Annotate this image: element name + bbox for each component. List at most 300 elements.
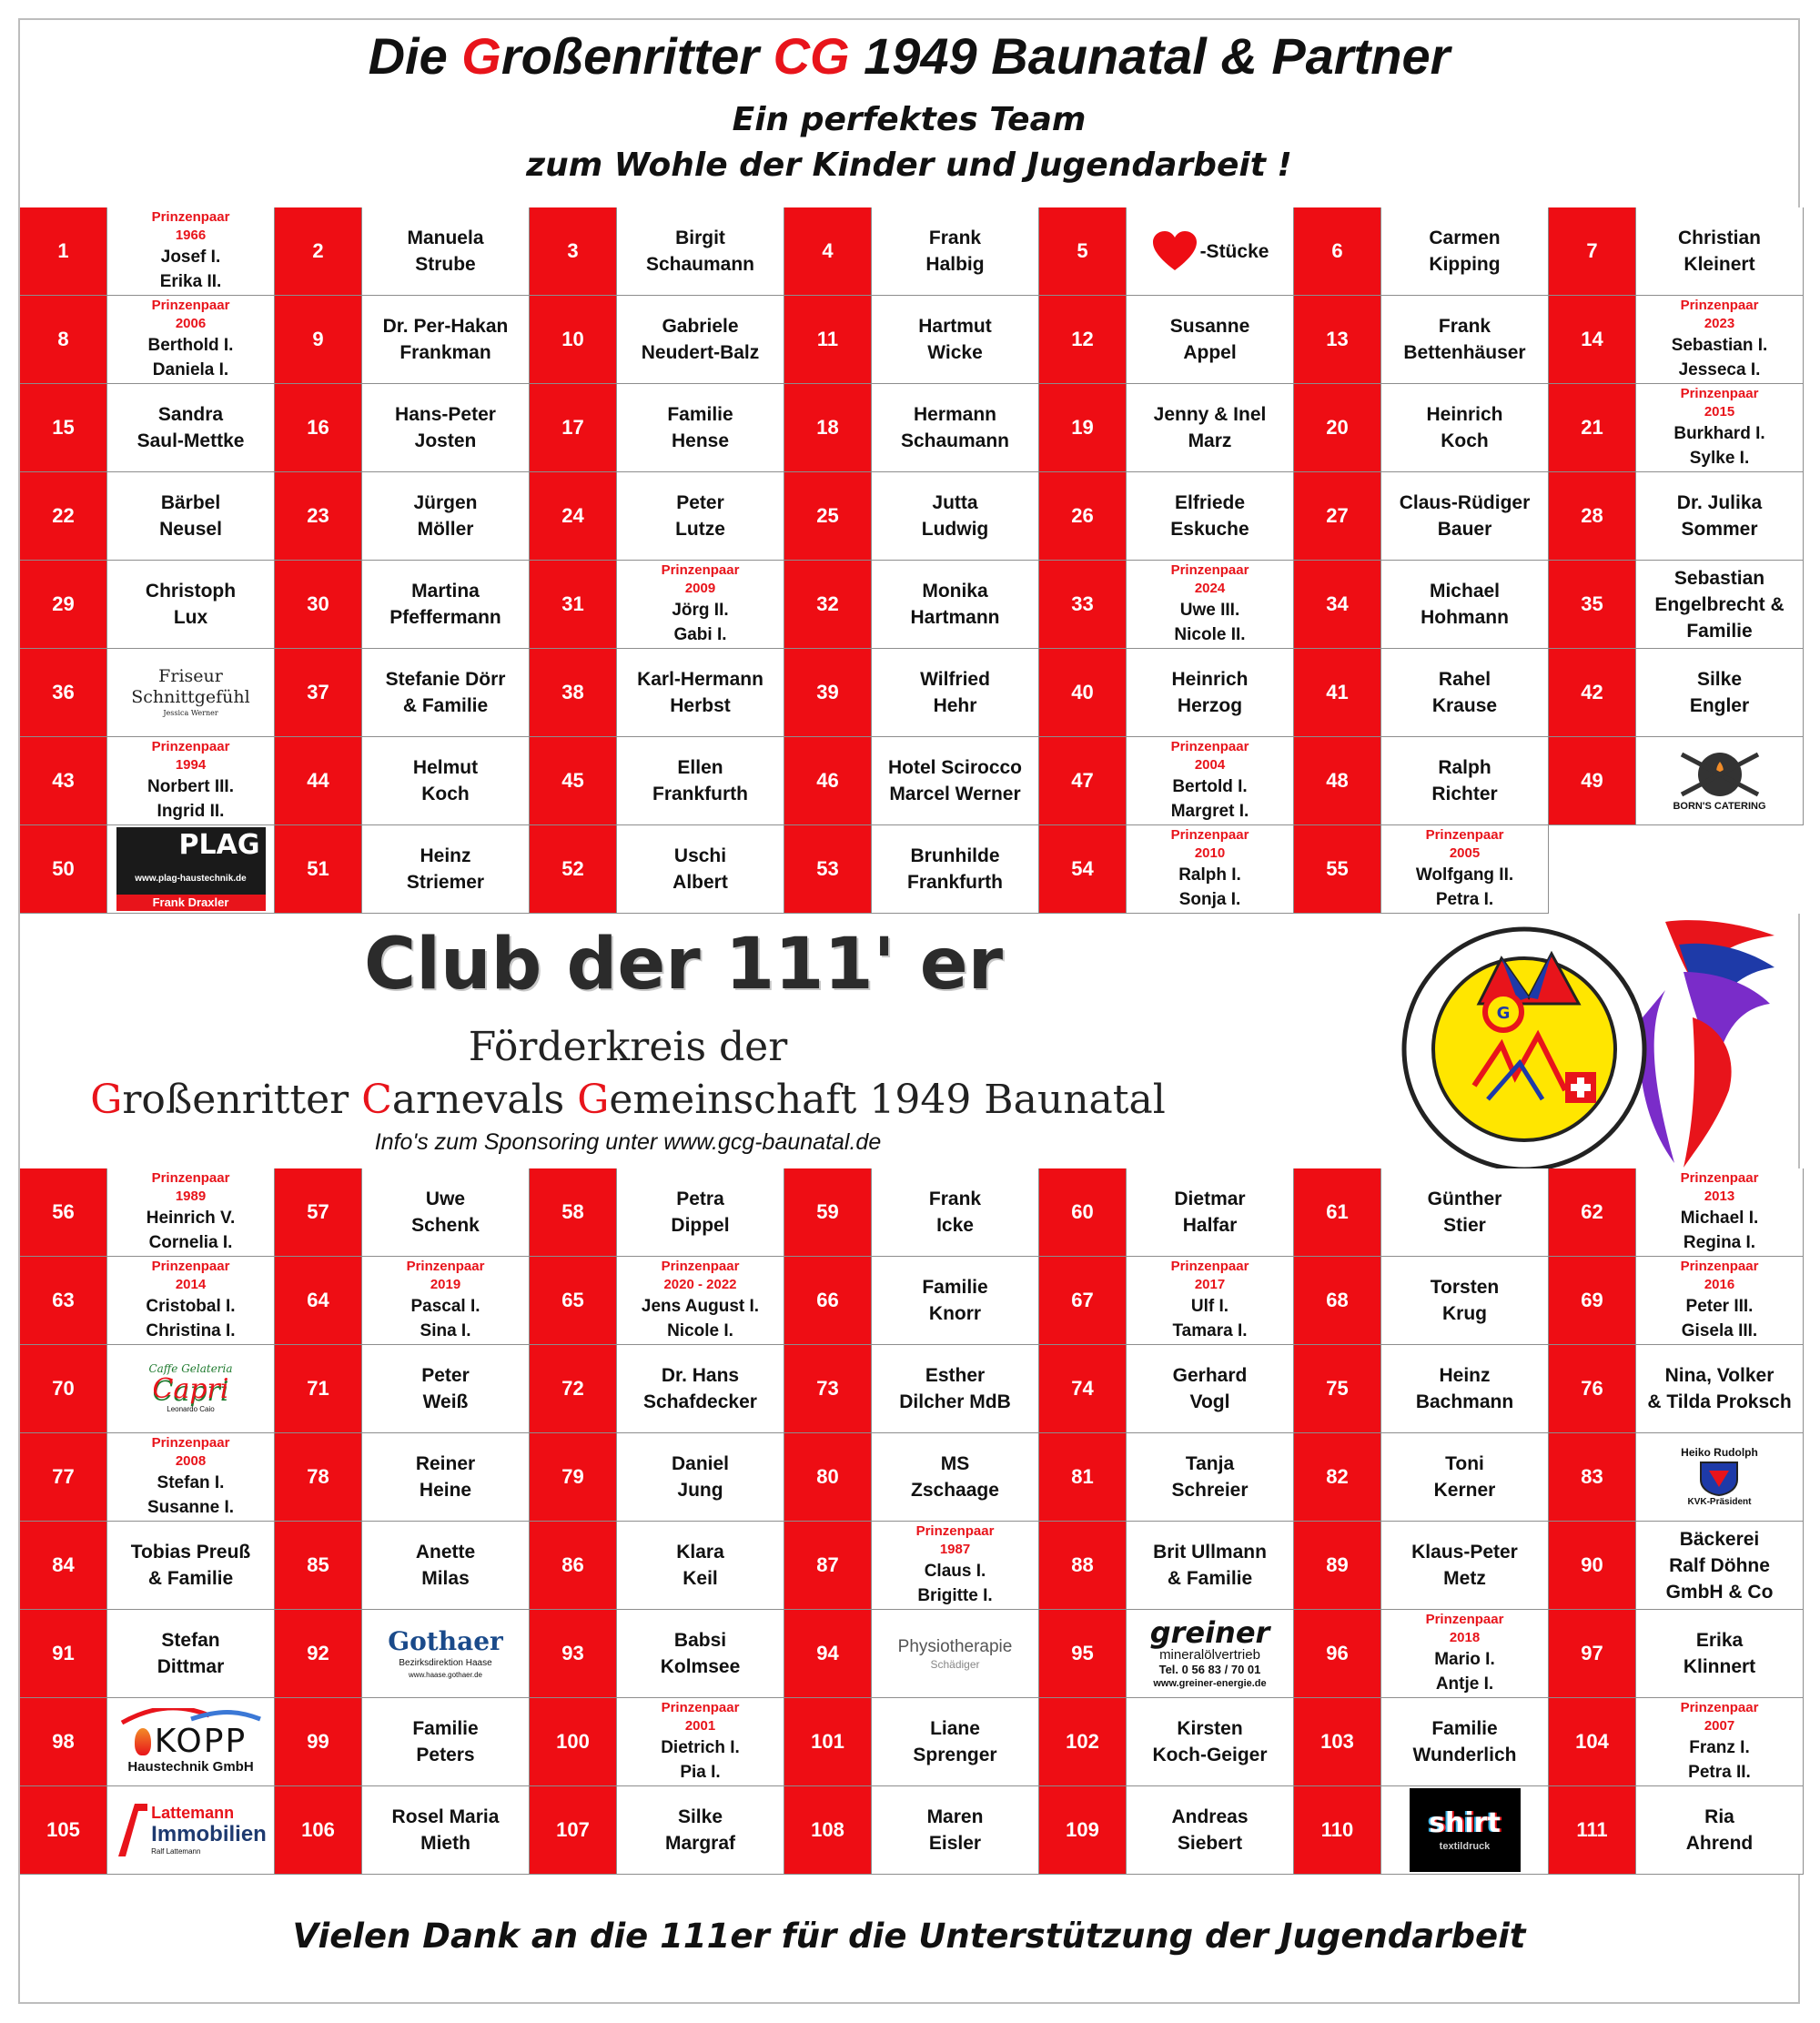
borns-catering-logo-icon [1676,749,1764,800]
sponsor-line: Josten [414,430,477,451]
sponsor-line: Tanja [1185,1453,1235,1474]
sponsor-number: 52 [530,825,617,914]
sponsor-line: Hense [671,430,730,451]
sponsor-entry [362,1257,530,1345]
sponsor-entry [362,649,530,737]
sponsor-entry [617,1433,784,1522]
prinzenpaar-label: Prinzenpaar [1170,1259,1249,1274]
capri-logo-line1: Caffe Gelateria [148,1362,233,1375]
sponsor-line: Sebastian I. [1671,336,1768,355]
sponsor-entry [107,825,275,914]
prinzenpaar-year: 2015 [1704,404,1735,420]
plag-logo-url: www.plag-haustechnik.de [116,873,266,885]
sponsor-number: 47 [1039,737,1127,825]
sponsor-line: Hans-Peter [395,404,496,425]
sponsor-line: Erika II. [159,272,222,291]
sponsor-entry [1636,1168,1804,1257]
sponsor-number: 34 [1294,561,1381,649]
sponsor-entry [872,1345,1039,1433]
sponsor-entry [1636,1345,1804,1433]
prinzenpaar-year: 2017 [1194,1277,1226,1292]
sponsor-entry [362,1610,530,1698]
sponsor-line: Pia I. [680,1763,721,1782]
sponsor-number: 108 [784,1786,872,1875]
sponsor-entry [872,207,1039,296]
sponsor-line: Halbig [925,254,985,275]
sponsor-entry [362,384,530,472]
sponsor-line: Bertold I. [1172,777,1248,796]
sponsor-line: & Familie [402,695,489,716]
sponsor-entry [1127,825,1294,914]
sponsor-line: Tamara I. [1172,1321,1248,1340]
sponsor-line: Klaus-Peter [1411,1542,1518,1563]
sponsor-entry [1381,1257,1549,1345]
sponsor-line: Ralf Döhne [1669,1554,1770,1576]
sponsor-grid-top [20,207,1802,914]
sponsor-line: & Familie [147,1568,234,1589]
prinzenpaar-year: 2016 [1704,1277,1735,1292]
sponsor-line: Lutze [675,519,725,540]
sponsor-line: Kipping [1429,254,1501,275]
sponsor-number: 20 [1294,384,1381,472]
sponsor-line: Hartmann [910,607,1000,628]
prinzenpaar-year: 2006 [175,316,207,331]
lattemann-logo-line1: Lattemann [151,1804,235,1822]
sponsor-line: Manuela [407,228,484,248]
sponsor-grid-bottom [20,1168,1802,1875]
sponsor-entry [872,384,1039,472]
kopp-logo-line2: Haustechnik GmbH [127,1759,254,1775]
sponsor-line: Dietmar [1174,1189,1246,1209]
sponsor-entry [1381,384,1549,472]
prinzenpaar-year: 2019 [430,1277,461,1292]
sponsor-line: Frankfurth [907,872,1003,893]
sponsor-number: 89 [1294,1522,1381,1610]
sponsor-line: Frank [928,228,982,248]
sponsor-entry [872,472,1039,561]
sponsor-entry [362,1698,530,1786]
sponsor-entry [107,1345,275,1433]
prinzenpaar-label: Prinzenpaar [915,1523,995,1539]
sponsor-line: Wilfried [920,669,990,690]
sponsor-entry [1381,207,1549,296]
sponsor-number: 69 [1549,1257,1636,1345]
prinzenpaar-label: Prinzenpaar [406,1259,485,1274]
sponsor-line: Familie [922,1277,988,1298]
sponsor-line: Wicke [927,342,983,363]
sponsor-entry [1127,649,1294,737]
prinzenpaar-label: Prinzenpaar [661,562,740,578]
sponsor-number: 29 [20,561,107,649]
club-logo-icon [1392,917,1784,1174]
sponsor-entry [1127,1786,1294,1875]
sponsor-entry [872,1168,1039,1257]
sponsor-line: Hohmann [1421,607,1509,628]
prinzenpaar-year: 2013 [1704,1189,1735,1204]
sponsor-line: Nicole I. [667,1321,733,1340]
sponsor-line: Schreier [1171,1480,1249,1501]
sponsor-number: 80 [784,1433,872,1522]
sponsor-number: 102 [1039,1698,1127,1786]
sponsor-line: Cristobal I. [146,1297,236,1316]
sponsor-line: Krug [1442,1303,1487,1324]
sponsor-line: Babsi [673,1630,727,1651]
sponsor-line: Appel [1183,342,1237,363]
sponsor-number: 39 [784,649,872,737]
sponsor-entry [1127,1610,1294,1698]
friseur-logo-line2: Schnittgefühl [131,687,250,707]
sponsor-line: Eskuche [1170,519,1249,540]
sponsor-line: Andreas [1171,1806,1249,1827]
friseur-logo-line3: Jessica Werner [163,709,218,717]
sponsor-entry [617,1257,784,1345]
sponsor-line: Vogl [1189,1391,1230,1412]
sponsor-line: Bettenhäuser [1403,342,1526,363]
sponsor-entry [1636,384,1804,472]
sponsor-line: Familie [667,404,733,425]
prinzenpaar-label: Prinzenpaar [1170,739,1249,754]
sponsor-entry [107,1786,275,1875]
sponsor-number: 21 [1549,384,1636,472]
sponsor-entry [1636,296,1804,384]
prinzenpaar-label: Prinzenpaar [1425,827,1504,843]
sponsor-line: Pascal I. [410,1297,480,1316]
sponsor-line: Dr. Per-Hakan [382,316,509,337]
sponsor-line: Milas [421,1568,470,1589]
sponsor-line: Ludwig [921,519,989,540]
sponsor-line: Sina I. [420,1321,471,1340]
sponsor-number: 90 [1549,1522,1636,1610]
sponsor-line: Saul-Mettke [136,430,245,451]
sponsor-number: 8 [20,296,107,384]
sponsor-line: Kolmsee [660,1656,741,1677]
sponsor-line: Siebert [1177,1833,1243,1854]
physio-logo-owner: Schädiger [930,1658,980,1671]
lattemann-logo-owner: Ralf Lattemann [151,1847,201,1856]
prinzenpaar-label: Prinzenpaar [661,1700,740,1715]
sponsor-line: Dilcher MdB [899,1391,1011,1412]
sponsor-number: 38 [530,649,617,737]
sponsor-line: Kleinert [1684,254,1755,275]
sponsor-entry [1127,1345,1294,1433]
sponsor-entry [872,649,1039,737]
sponsor-line: Christina I. [146,1321,236,1340]
gothaer-logo-url: www.haase.gothaer.de [409,1671,482,1679]
prinzenpaar-label: Prinzenpaar [661,1259,740,1274]
prinzenpaar-year: 2020 - 2022 [663,1277,737,1292]
sponsor-entry [1381,1345,1549,1433]
sponsor-entry [1127,1698,1294,1786]
sponsor-entry [1127,1522,1294,1610]
sponsor-entry [107,1168,275,1257]
poster-title: Die Großenritter CG 1949 Baunatal & Partner [368,27,1451,85]
sponsor-entry [617,1168,784,1257]
sponsor-number: 6 [1294,207,1381,296]
sponsor-number: 101 [784,1698,872,1786]
sponsor-number: 73 [784,1345,872,1433]
sponsor-line: Christoph [145,581,237,602]
sponsor-line: Reiner [415,1453,476,1474]
prinzenpaar-year: 2024 [1194,581,1226,596]
sponsor-line: -Stücke [1199,240,1269,262]
footer-thanks: Vielen Dank an die 111er für die Unterstützung der Jugendarbeit [292,1917,1526,1956]
sponsor-entry [107,561,275,649]
shirt-logo-wordmark: shirt [1429,1807,1501,1839]
prinzenpaar-label: Prinzenpaar [151,209,230,225]
prinzenpaar-year: 2007 [1704,1718,1735,1734]
plag-logo-wordmark: PLAG [178,829,260,861]
sponsor-number: 66 [784,1257,872,1345]
sponsor-line: Albert [672,872,728,893]
sponsor-entry [107,1698,275,1786]
sponsor-number: 24 [530,472,617,561]
sponsor-entry [362,1786,530,1875]
sponsor-entry [362,472,530,561]
sponsor-line: Krause [1431,695,1498,716]
sponsor-entry [617,1345,784,1433]
sponsor-line: Silke [1696,669,1743,690]
prinzenpaar-year: 1994 [175,757,207,773]
sponsor-entry [362,1433,530,1522]
kvk-crest-icon [1698,1460,1740,1496]
sponsor-line: Eisler [928,1833,982,1854]
sponsor-line: Pfeffermann [389,607,501,628]
empty-cell [1636,825,1804,914]
prinzenpaar-year: 2009 [684,581,716,596]
greiner-logo-line2: mineralölvertrieb [1159,1646,1260,1663]
sponsor-line: Schafdecker [643,1391,757,1412]
sponsor-line: Christian [1677,228,1761,248]
sponsor-line: Brunhilde [910,845,1000,866]
sponsor-number: 111 [1549,1786,1636,1875]
sponsor-line: Peter III. [1685,1297,1754,1316]
sponsor-number: 79 [530,1433,617,1522]
sponsor-number: 15 [20,384,107,472]
sponsor-line: Klinnert [1683,1656,1756,1677]
sponsor-number: 97 [1549,1610,1636,1698]
sponsor-line: Frank [1438,316,1491,337]
sponsor-number: 3 [530,207,617,296]
sponsor-number: 92 [275,1610,362,1698]
sponsor-number: 63 [20,1257,107,1345]
sponsor-line: Helmut [412,757,479,778]
sponsor-number: 104 [1549,1698,1636,1786]
sponsor-number: 51 [275,825,362,914]
sponsor-entry [362,561,530,649]
sponsor-entry [872,1522,1039,1610]
sponsor-line: Torsten [1430,1277,1500,1298]
sponsor-line: Lux [173,607,208,628]
heart-icon [1151,230,1198,272]
sponsor-number: 37 [275,649,362,737]
sponsor-line: Sommer [1681,519,1758,540]
prinzenpaar-year: 2014 [175,1277,207,1292]
sponsor-line: Ralph [1438,757,1491,778]
sponsor-line: Bäckerei [1679,1528,1760,1550]
sponsor-line: Nicole II. [1174,625,1246,644]
sponsor-line: Erika [1695,1630,1744,1651]
sponsor-line: Heinz [420,845,471,866]
prinzenpaar-label: Prinzenpaar [1170,827,1249,843]
lattemann-roof-icon [115,1800,151,1860]
sponsor-number: 61 [1294,1168,1381,1257]
gothaer-logo-wordmark: Gothaer [388,1626,503,1656]
sponsor-line: Petra II. [1688,1763,1751,1782]
sponsor-number: 23 [275,472,362,561]
sponsor-line: Engler [1689,695,1750,716]
sponsor-number: 75 [1294,1345,1381,1433]
sponsor-line: Tobias Preuß [130,1542,251,1563]
sponsor-line: Wolfgang II. [1415,865,1514,885]
sponsor-entry [872,825,1039,914]
prinzenpaar-year: 2008 [175,1453,207,1469]
svg-text:G: G [1496,1004,1511,1023]
sponsor-line: Zschaage [911,1480,999,1501]
sponsor-entry [1127,472,1294,561]
sponsor-entry [872,737,1039,825]
prinzenpaar-label: Prinzenpaar [151,739,230,754]
sponsor-line: Jürgen [413,492,478,513]
sponsor-line: Möller [417,519,474,540]
shirt-logo-line2: textildruck [1439,1841,1491,1852]
sponsor-line: Hermann [913,404,997,425]
sponsor-entry [1381,1610,1549,1698]
sponsor-line: Sylke I. [1689,449,1750,468]
sponsor-entry [1127,737,1294,825]
friseur-logo-line1: Friseur [158,666,223,686]
sponsor-number: 18 [784,384,872,472]
sponsor-line: Gerhard [1172,1365,1248,1386]
sponsor-line: Schenk [411,1215,480,1236]
prinzenpaar-year: 2005 [1449,845,1481,861]
sponsor-line: Gisela III. [1681,1321,1758,1340]
sponsor-line: Schaumann [900,430,1010,451]
sponsor-line: Maren [926,1806,984,1827]
sponsor-line: Martina [411,581,480,602]
sponsor-line: Jutta [932,492,978,513]
sponsor-number: 43 [20,737,107,825]
sponsor-number: 58 [530,1168,617,1257]
sponsor-number: 81 [1039,1433,1127,1522]
sponsor-number: 72 [530,1345,617,1433]
prinzenpaar-year: 2010 [1194,845,1226,861]
sponsor-line: Rahel [1438,669,1491,690]
lattemann-logo-line2: Immobilien [151,1822,267,1846]
sponsor-entry [107,1610,275,1698]
sponsor-entry [617,384,784,472]
sponsor-entry [1636,1522,1804,1610]
sponsor-number: 42 [1549,649,1636,737]
capri-logo-wordmark: Capri [152,1373,229,1405]
sponsor-number: 109 [1039,1786,1127,1875]
sponsor-line: Günther [1427,1189,1502,1209]
sponsor-line: Toni [1445,1453,1484,1474]
sponsor-number: 65 [530,1257,617,1345]
sponsor-number: 110 [1294,1786,1381,1875]
sponsor-number: 76 [1549,1345,1636,1433]
sponsor-line: Dr. Hans [661,1365,740,1386]
sponsor-entry [1381,1786,1549,1875]
sponsor-line: Sonja I. [1178,890,1241,909]
sponsor-line: Brit Ullmann [1153,1542,1267,1563]
sponsor-line: Bärbel [160,492,221,513]
gothaer-logo-line2: Bezirksdirektion Haase [399,1658,492,1668]
sponsor-entry [1636,737,1804,825]
sponsor-number: 14 [1549,296,1636,384]
sponsor-number: 82 [1294,1433,1381,1522]
sponsor-line: Susanne I. [147,1498,235,1517]
sponsor-line: Engelbrecht & [1654,593,1785,615]
sponsor-number: 71 [275,1345,362,1433]
sponsor-number: 41 [1294,649,1381,737]
sponsor-number: 74 [1039,1345,1127,1433]
sponsor-line: Nina, Volker [1664,1365,1774,1386]
poster-subtitle-2: zum Wohle der Kinder und Jugendarbeit ! [526,147,1292,184]
sponsor-entry [617,737,784,825]
sponsor-number: 68 [1294,1257,1381,1345]
sponsor-line: Antje I. [1435,1674,1494,1694]
sponsor-line: Claus I. [924,1562,986,1581]
sponsor-entry [107,1522,275,1610]
sponsor-line: Margret I. [1170,802,1249,821]
sponsor-line: Klara [676,1542,724,1563]
sponsor-line: Frankfurth [652,784,748,804]
sponsor-line: Uschi [673,845,727,866]
sponsor-line: MS [940,1453,970,1474]
sponsor-line: Knorr [928,1303,982,1324]
flame-icon [135,1728,151,1755]
sponsor-number: 87 [784,1522,872,1610]
sponsor-entry [1381,472,1549,561]
prinzenpaar-label: Prinzenpaar [151,298,230,313]
sponsor-entry [107,472,275,561]
sponsor-entry [617,296,784,384]
sponsor-number: 85 [275,1522,362,1610]
sponsor-number: 100 [530,1698,617,1786]
sponsor-line: Berthold I. [147,336,234,355]
sponsor-entry [1127,1168,1294,1257]
sponsor-entry [1127,1433,1294,1522]
sponsor-line: Karl-Hermann [637,669,763,690]
sponsor-line: Ulf I. [1190,1297,1229,1316]
greiner-logo-wordmark: greiner [1149,1614,1270,1650]
sponsor-entry [617,1786,784,1875]
sponsor-number: 50 [20,825,107,914]
sponsor-number: 10 [530,296,617,384]
sponsor-line: Regina I. [1683,1233,1756,1252]
sponsor-line: Wunderlich [1412,1745,1517,1765]
sponsor-line: Frankman [399,342,491,363]
sponsor-line: Ralph I. [1178,865,1241,885]
poster-subtitle-1: Ein perfektes Team [732,101,1087,138]
rudolph-logo-name: Heiko Rudolph [1681,1446,1758,1459]
sponsor-line: Gabriele [662,316,739,337]
sponsor-line: Stier [1443,1215,1486,1236]
sponsor-number: 96 [1294,1610,1381,1698]
sponsor-number: 2 [275,207,362,296]
sponsor-number: 28 [1549,472,1636,561]
sponsor-entry [617,649,784,737]
sponsor-entry [1127,207,1294,296]
sponsor-entry [617,207,784,296]
prinzenpaar-year: 2018 [1449,1630,1481,1645]
sponsor-line: Jörg II. [672,601,729,620]
sponsor-line: Sprenger [913,1745,997,1765]
sponsor-line: Heinrich V. [146,1209,236,1228]
sponsor-number: 57 [275,1168,362,1257]
sponsor-number: 40 [1039,649,1127,737]
sponsor-number: 55 [1294,825,1381,914]
